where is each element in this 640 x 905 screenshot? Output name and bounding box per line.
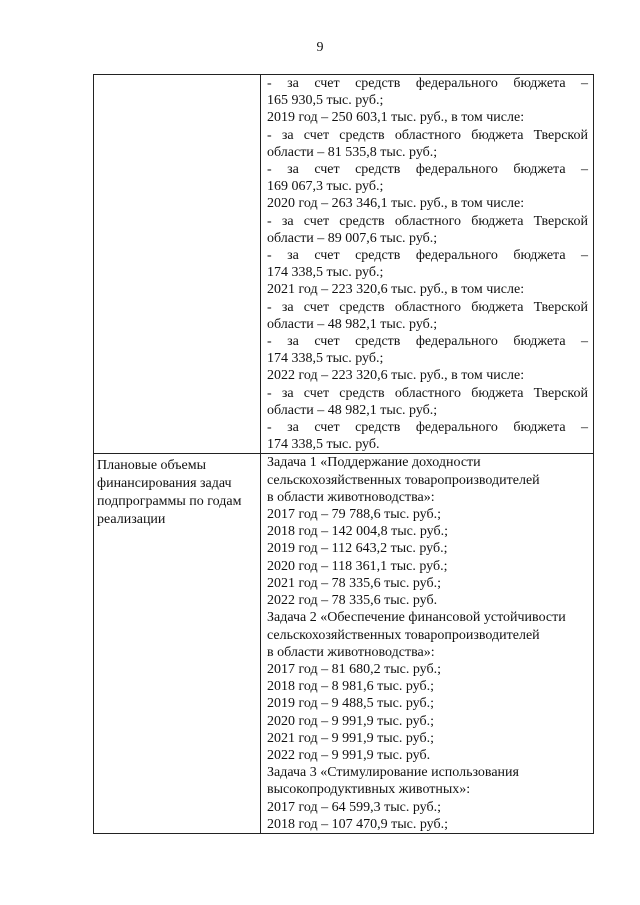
row-content-cell [261,75,594,454]
content-line: 169 067,3 тыс. руб.; [267,179,384,195]
content-line: сельскохозяйственных товаропроизводителей [267,472,540,488]
content-line: - за счет средств федерального бюджета – [267,334,588,350]
content-line: 2021 год – 9 991,9 тыс. руб.; [267,730,434,746]
content-line: 2020 год – 9 991,9 тыс. руб.; [267,713,434,729]
content-line: 2017 год – 79 788,6 тыс. руб.; [267,507,441,523]
content-line: в области животноводства»: [267,644,435,660]
content-line: - за счет средств федерального бюджета – [267,76,588,91]
content-line: 165 930,5 тыс. руб.; [267,93,384,109]
content-line: 2018 год – 8 981,6 тыс. руб.; [267,679,434,695]
content-line: - за счет средств областного бюджета Тверской [267,213,588,229]
content-line: 2021 год – 223 320,6 тыс. руб., в том числе: [267,282,525,298]
content-line: - за счет средств областного бюджета Тверской [267,127,588,143]
content-line: в области животноводства»: [267,489,435,505]
row-label [94,75,260,78]
content-line: - за счет средств федерального бюджета – [267,420,588,436]
row-label-cell [94,454,261,833]
content-line: 2021 год – 78 335,6 тыс. руб.; [267,575,441,591]
content-line: 2022 год – 9 991,9 тыс. руб. [267,747,431,763]
content-line: 2019 год – 112 643,2 тыс. руб.; [267,541,448,557]
content-line: области – 81 535,8 тыс. руб.; [267,144,438,160]
content-line: - за счет средств областного бюджета Тверской [267,299,588,315]
content-line: - за счет средств федерального бюджета – [267,248,588,264]
content-line: 174 338,5 тыс. руб.; [267,265,384,281]
row-content-cell [261,454,594,833]
table-row [94,75,594,454]
content-line: области – 89 007,6 тыс. руб.; [267,230,438,246]
content-line: 2017 год – 81 680,2 тыс. руб.; [267,661,441,677]
funding-table [93,74,594,834]
content-line: 2017 год – 64 599,3 тыс. руб.; [267,799,441,815]
content-line: 2022 год – 78 335,6 тыс. руб. [267,593,438,609]
content-line: Задача 3 «Стимулирование использования [267,765,519,781]
content-line: 2019 год – 9 488,5 тыс. руб.; [267,696,434,712]
row-label-cell [94,75,261,454]
content-line: сельскохозяйственных товаропроизводителей [267,627,540,643]
content-line: 2022 год – 223 320,6 тыс. руб., в том числе: [267,368,525,384]
content-line: 2020 год – 263 346,1 тыс. руб., в том числе: [267,196,525,212]
content-lines [261,454,593,832]
content-line: - за счет средств федерального бюджета – [267,162,588,178]
content-line: Задача 2 «Обеспечение финансовой устойчивости [267,610,566,626]
content-line: 174 338,5 тыс. руб. [267,437,380,453]
content-line: высокопродуктивных животных»: [267,782,471,798]
content-line: 2020 год – 118 361,1 тыс. руб.; [267,558,448,574]
content-line: 2019 год – 250 603,1 тыс. руб., в том числе: [267,110,525,126]
content-line: 2018 год – 142 004,8 тыс. руб.; [267,524,448,540]
content-lines [261,75,593,453]
content-line: 2018 год – 107 470,9 тыс. руб.; [267,816,448,832]
table-row [94,454,594,833]
content-line: - за счет средств областного бюджета Тверской [267,385,588,401]
content-line: Задача 1 «Поддержание доходности [267,455,481,471]
content-line: области – 48 982,1 тыс. руб.; [267,402,438,418]
page-number: 9 [316,40,324,55]
content-line: 174 338,5 тыс. руб.; [267,351,384,367]
row-label: Плановые объемы финансирования задач подпрограммы по годам реализации [97,458,242,528]
content-line: области – 48 982,1 тыс. руб.; [267,316,438,332]
